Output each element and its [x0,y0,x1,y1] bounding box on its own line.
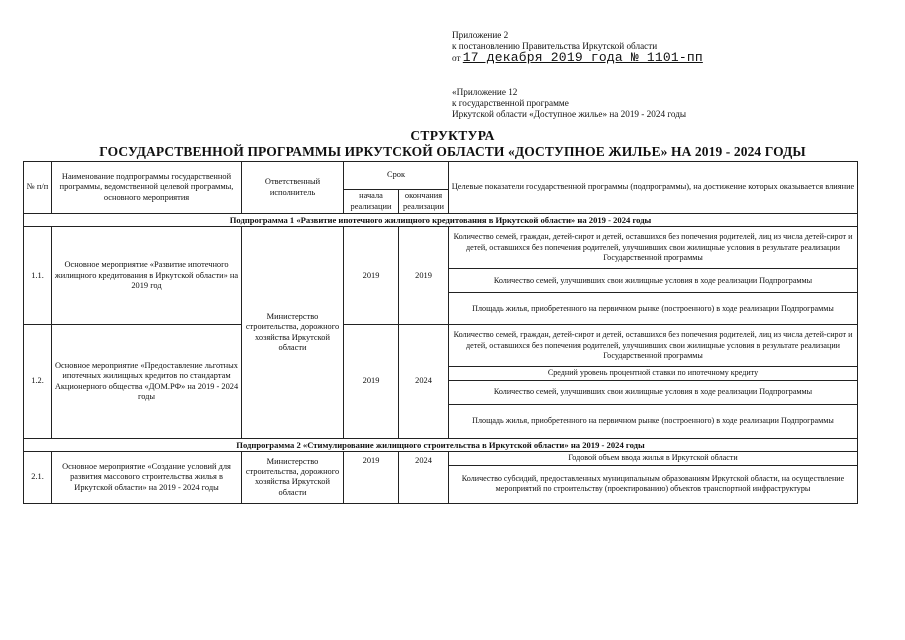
indicator-cell: Количество семей, граждан, детей-сирот и детей, оставшихся без попечения родителей, лиц из числа детей-сирот и детей, оставшихся без попечения родителей, улучшивших свои жилищные условия в результате реализации Государственной программы [449,227,858,269]
row-number: 1.1. [24,227,52,325]
table-header-row [24,162,858,190]
resolution-date-number: 17 декабря 2019 года № 1101-пп [462,50,703,66]
document-title: СТРУКТУРА [410,128,495,143]
col-header-num: № п/п [24,162,52,214]
structure-table [23,161,858,504]
to-program-text: к государственной программе [452,98,569,109]
indicator-cell: Количество семей, улучшивших свои жилищные условия в ходе реализации Подпрограммы [449,380,858,404]
indicator-cell: Площадь жилья, приобретенного на первичном рынке (построенного) в ходе реализации Подпрограммы [449,293,858,325]
start-year: 2019 [344,452,399,503]
indicator-cell: Количество семей, улучшивших свои жилищные условия в ходе реализации Подпрограммы [449,269,858,293]
from-prefix: от [452,53,461,64]
table-row [24,227,858,269]
subprogram2-title: Подпрограмма 2 «Стимулирование жилищного строительства в Иркутской области» на 2019 - 2024 годы [24,438,858,451]
start-year: 2019 [344,227,399,325]
measure-name: Основное мероприятие «Предоставление льготных ипотечных жилищных кредитов по стандартам Акционерного общества «ДОМ.РФ» на 2019 - 2024 годы [52,325,242,438]
subprogram-row [24,438,858,451]
document-subtitle: ГОСУДАРСТВЕННОЙ ПРОГРАММЫ ИРКУТСКОЙ ОБЛАСТИ «ДОСТУПНОЕ ЖИЛЬЕ» НА 2019 - 2024 ГОДЫ [99,144,806,159]
appendix-header [452,30,703,65]
subprogram1-title: Подпрограмма 1 «Развитие ипотечного жилищного кредитования в Иркутской области» на 2019 - 2024 годы [24,214,858,227]
table-row [24,325,858,367]
end-year: 2024 [399,452,449,503]
col-header-start: начала реализации [344,190,399,214]
start-year: 2019 [344,325,399,438]
row-number: 1.2. [24,325,52,438]
appendix12-header [452,87,686,121]
executor-cell: Министерство строительства, дорожного хозяйства Иркутской области [242,227,344,438]
measure-name: Основное мероприятие «Создание условий для развития массового строительства жилья в Иркутской области» на 2019 - 2024 годы [52,452,242,503]
executor-cell: Министерство строительства, дорожного хозяйства Иркутской области [242,452,344,503]
appendix-label: Приложение 2 [452,30,509,40]
col-header-indicators: Целевые показатели государственной программы (подпрограммы), на достижение которых оказывается влияние [449,162,858,214]
indicator-cell: Средний уровень процентной ставки по ипотечному кредиту [449,367,858,380]
end-year: 2019 [399,227,449,325]
appendix12-label: «Приложение 12 [452,87,518,97]
table-row [24,452,858,465]
indicator-cell: Количество семей, граждан, детей-сирот и детей, оставшихся без попечения родителей, лиц из числа детей-сирот и детей, оставшихся без попечения родителей, улучшивших свои жилищные условия в результате реализации Государственной программы [449,325,858,367]
indicator-cell: Площадь жилья, приобретенного на первичном рынке (построенного) в ходе реализации Подпрограммы [449,404,858,438]
col-header-name: Наименование подпрограммы государственной программы, ведомственной целевой программы, основного мероприятия [52,162,242,214]
col-header-end: окончания реализации [399,190,449,214]
indicator-cell: Годовой объем ввода жилья в Иркутской области [449,452,858,465]
col-header-term: Срок [344,162,449,190]
indicator-cell: Количество субсидий, предоставленных муниципальным образованиям Иркутской области, на осуществление мероприятий по строительству (проектированию) объектов транспортной инфраструктуры [449,465,858,503]
program-name-text: Иркутской области «Доступное жилье» на 2019 - 2024 годы [452,109,687,120]
row-number: 2.1. [24,452,52,503]
measure-name: Основное мероприятие «Развитие ипотечного жилищного кредитования в Иркутской области» на 2019 год [52,227,242,325]
subprogram-row [24,214,858,227]
resolution-date-line [452,52,703,64]
to-resolution-text: к постановлению Правительства Иркутской области [452,41,658,52]
col-header-executor: Ответственный исполнитель [242,162,344,214]
end-year: 2024 [399,325,449,438]
